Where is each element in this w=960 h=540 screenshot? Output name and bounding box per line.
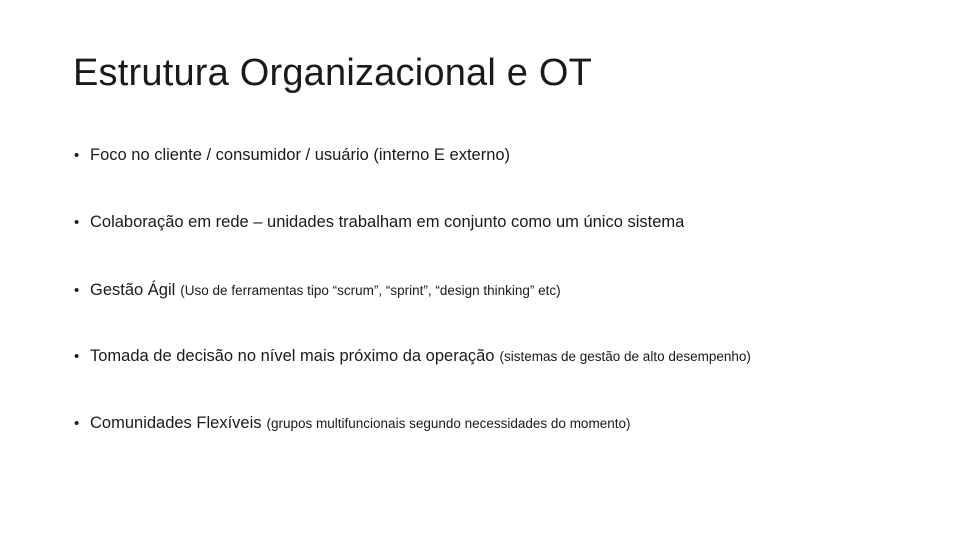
bullet-item-comunidades-flexiveis xyxy=(74,414,630,433)
bullet-item-gestao-agil xyxy=(74,281,561,300)
bullet-main-text: Tomada de decisão no nível mais próximo da operação xyxy=(90,347,495,365)
bullet-dot-icon: • xyxy=(74,282,80,299)
slide-title: Estrutura Organizacional e OT xyxy=(73,52,593,94)
bullet-dot-icon: • xyxy=(74,147,80,164)
bullet-item-tomada-de-decisao xyxy=(74,347,751,366)
bullet-list xyxy=(74,0,944,540)
bullet-main-text: Gestão Ágil xyxy=(90,281,176,299)
bullet-dot-icon: • xyxy=(74,348,80,365)
bullet-main-text: Foco no cliente / consumidor / usuário (interno E externo) xyxy=(90,146,511,164)
bullet-dot-icon: • xyxy=(74,415,80,432)
bullet-main-text: Colaboração em rede – unidades trabalham em conjunto como um único sistema xyxy=(90,213,685,231)
bullet-item-foco-no-cliente xyxy=(74,146,510,165)
bullet-note-text: (sistemas de gestão de alto desempenho) xyxy=(499,349,751,364)
bullet-dot-icon: • xyxy=(74,214,80,231)
bullet-item-colaboracao-em-rede xyxy=(74,213,684,232)
bullet-note-text: (grupos multifuncionais segundo necessidades do momento) xyxy=(266,416,631,431)
bullet-note-text: (Uso de ferramentas tipo “scrum”, “sprint”, “design thinking” etc) xyxy=(180,283,561,298)
bullet-main-text: Comunidades Flexíveis xyxy=(90,414,262,432)
